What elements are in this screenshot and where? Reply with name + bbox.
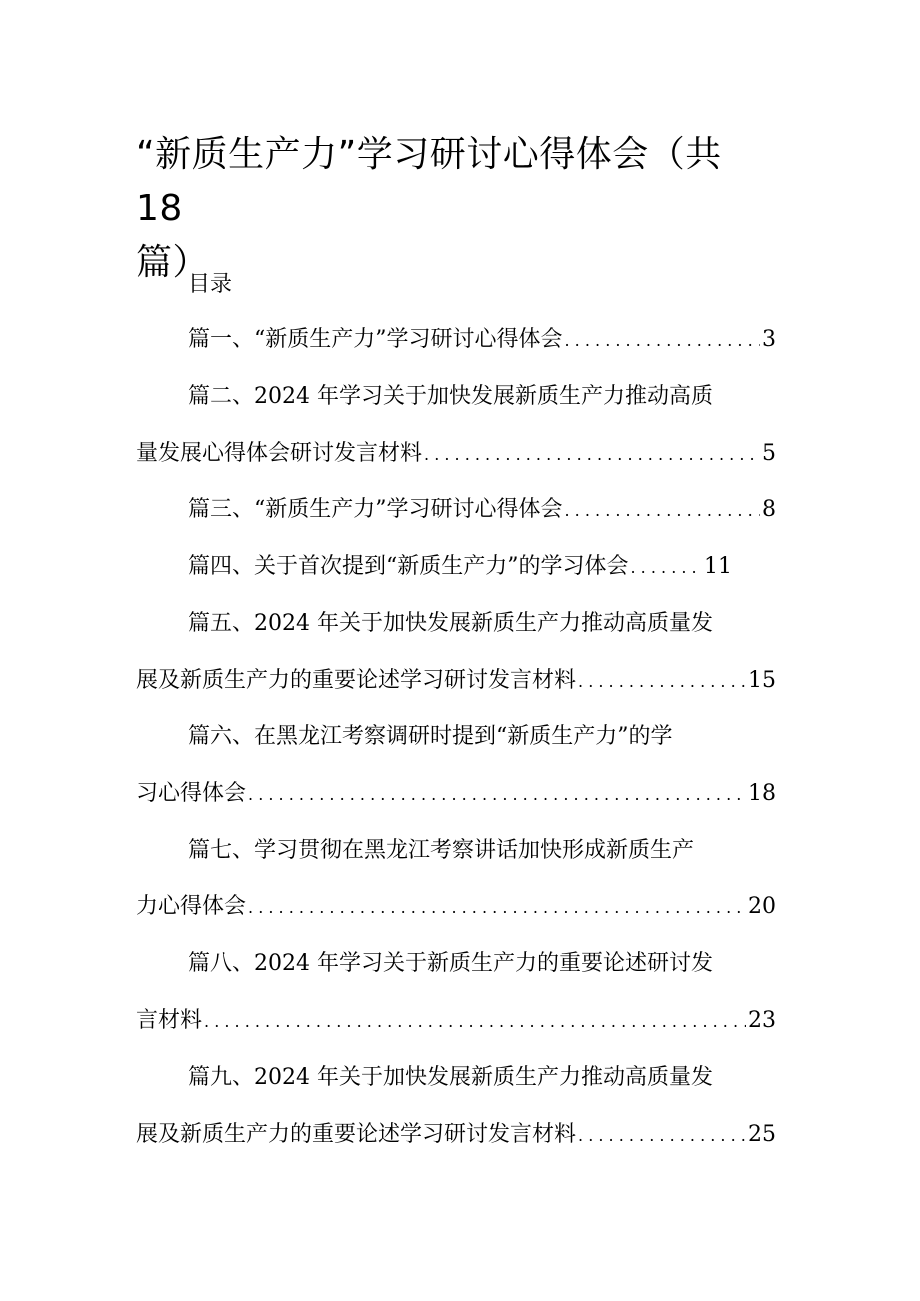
title-line-1: “新质生产力”学习研讨心得体会（共 18 xyxy=(136,134,722,229)
toc-entry-3[interactable] xyxy=(136,490,776,530)
dot-leader xyxy=(424,435,760,475)
toc-entry-5-line-2[interactable] xyxy=(136,661,776,701)
toc-page-number: 18 xyxy=(748,781,776,806)
dot-leader xyxy=(578,662,746,702)
toc-entry-text: 力心得体会 xyxy=(136,894,247,919)
toc-page-number: 8 xyxy=(762,497,776,522)
document-title xyxy=(136,128,756,290)
toc-entry-text: 习心得体会 xyxy=(136,781,247,806)
toc-entry-9-line-1[interactable] xyxy=(136,1058,776,1098)
toc-entry-text: 篇三、“新质生产力”学习研讨心得体会 xyxy=(188,497,563,522)
toc-page-number: 25 xyxy=(748,1122,776,1147)
toc-entry-text: 言材料 xyxy=(136,1008,203,1033)
dot-leader xyxy=(248,888,746,928)
toc-entry-text: 篇七、学习贯彻在黑龙江考察讲话加快形成新质生产 xyxy=(188,838,695,863)
toc-entry-8-line-1[interactable] xyxy=(136,944,776,984)
toc-page-number: 3 xyxy=(762,327,776,352)
toc-entry-7-line-1[interactable] xyxy=(136,831,776,871)
title-line-2: 篇） xyxy=(136,242,210,283)
toc-entry-7-line-2[interactable] xyxy=(136,887,776,927)
toc-page-number: 23 xyxy=(748,1008,776,1033)
toc-entry-6-line-2[interactable] xyxy=(136,774,776,814)
toc-entry-4[interactable] xyxy=(136,547,732,587)
toc-entry-1[interactable] xyxy=(136,320,776,360)
toc-page-number: 15 xyxy=(748,668,776,693)
toc-entry-text: 展及新质生产力的重要论述学习研讨发言材料 xyxy=(136,1122,577,1147)
toc-entry-6-line-1[interactable] xyxy=(136,717,776,757)
dot-leader xyxy=(565,321,761,361)
toc-entry-8-line-2[interactable] xyxy=(136,1001,776,1041)
toc-page-number: 5 xyxy=(762,441,776,466)
toc-entry-text: 篇四、关于首次提到“新质生产力”的学习体会 xyxy=(188,554,629,579)
toc-entry-2-line-2[interactable] xyxy=(136,434,776,474)
toc-entry-text: 篇一、“新质生产力”学习研讨心得体会 xyxy=(188,327,563,352)
toc-entry-text: 量发展心得体会研讨发言材料 xyxy=(136,441,423,466)
toc-entry-text: 展及新质生产力的重要论述学习研讨发言材料 xyxy=(136,668,577,693)
toc-entry-text: 篇二、2024 年学习关于加快发展新质生产力推动高质 xyxy=(188,384,713,409)
toc-entry-9-line-2[interactable] xyxy=(136,1115,776,1155)
dot-leader xyxy=(248,775,746,815)
dot-leader xyxy=(565,491,761,531)
toc-heading: 目录 xyxy=(188,272,233,297)
toc-entry-text: 篇八、2024 年学习关于新质生产力的重要论述研讨发 xyxy=(188,951,713,976)
toc-page-number: 20 xyxy=(748,894,776,919)
dot-leader xyxy=(578,1116,746,1156)
dot-leader xyxy=(631,548,703,588)
toc-entry-text: 篇九、2024 年关于加快发展新质生产力推动高质量发 xyxy=(188,1065,713,1090)
toc-entry-2-line-1[interactable] xyxy=(136,377,776,417)
toc-page-number: 11 xyxy=(704,554,732,579)
toc-entry-text: 篇五、2024 年关于加快发展新质生产力推动高质量发 xyxy=(188,611,713,636)
toc-entry-text: 篇六、在黑龙江考察调研时提到“新质生产力”的学 xyxy=(188,724,673,749)
dot-leader xyxy=(204,1002,746,1042)
toc-entry-5-line-1[interactable] xyxy=(136,604,776,644)
